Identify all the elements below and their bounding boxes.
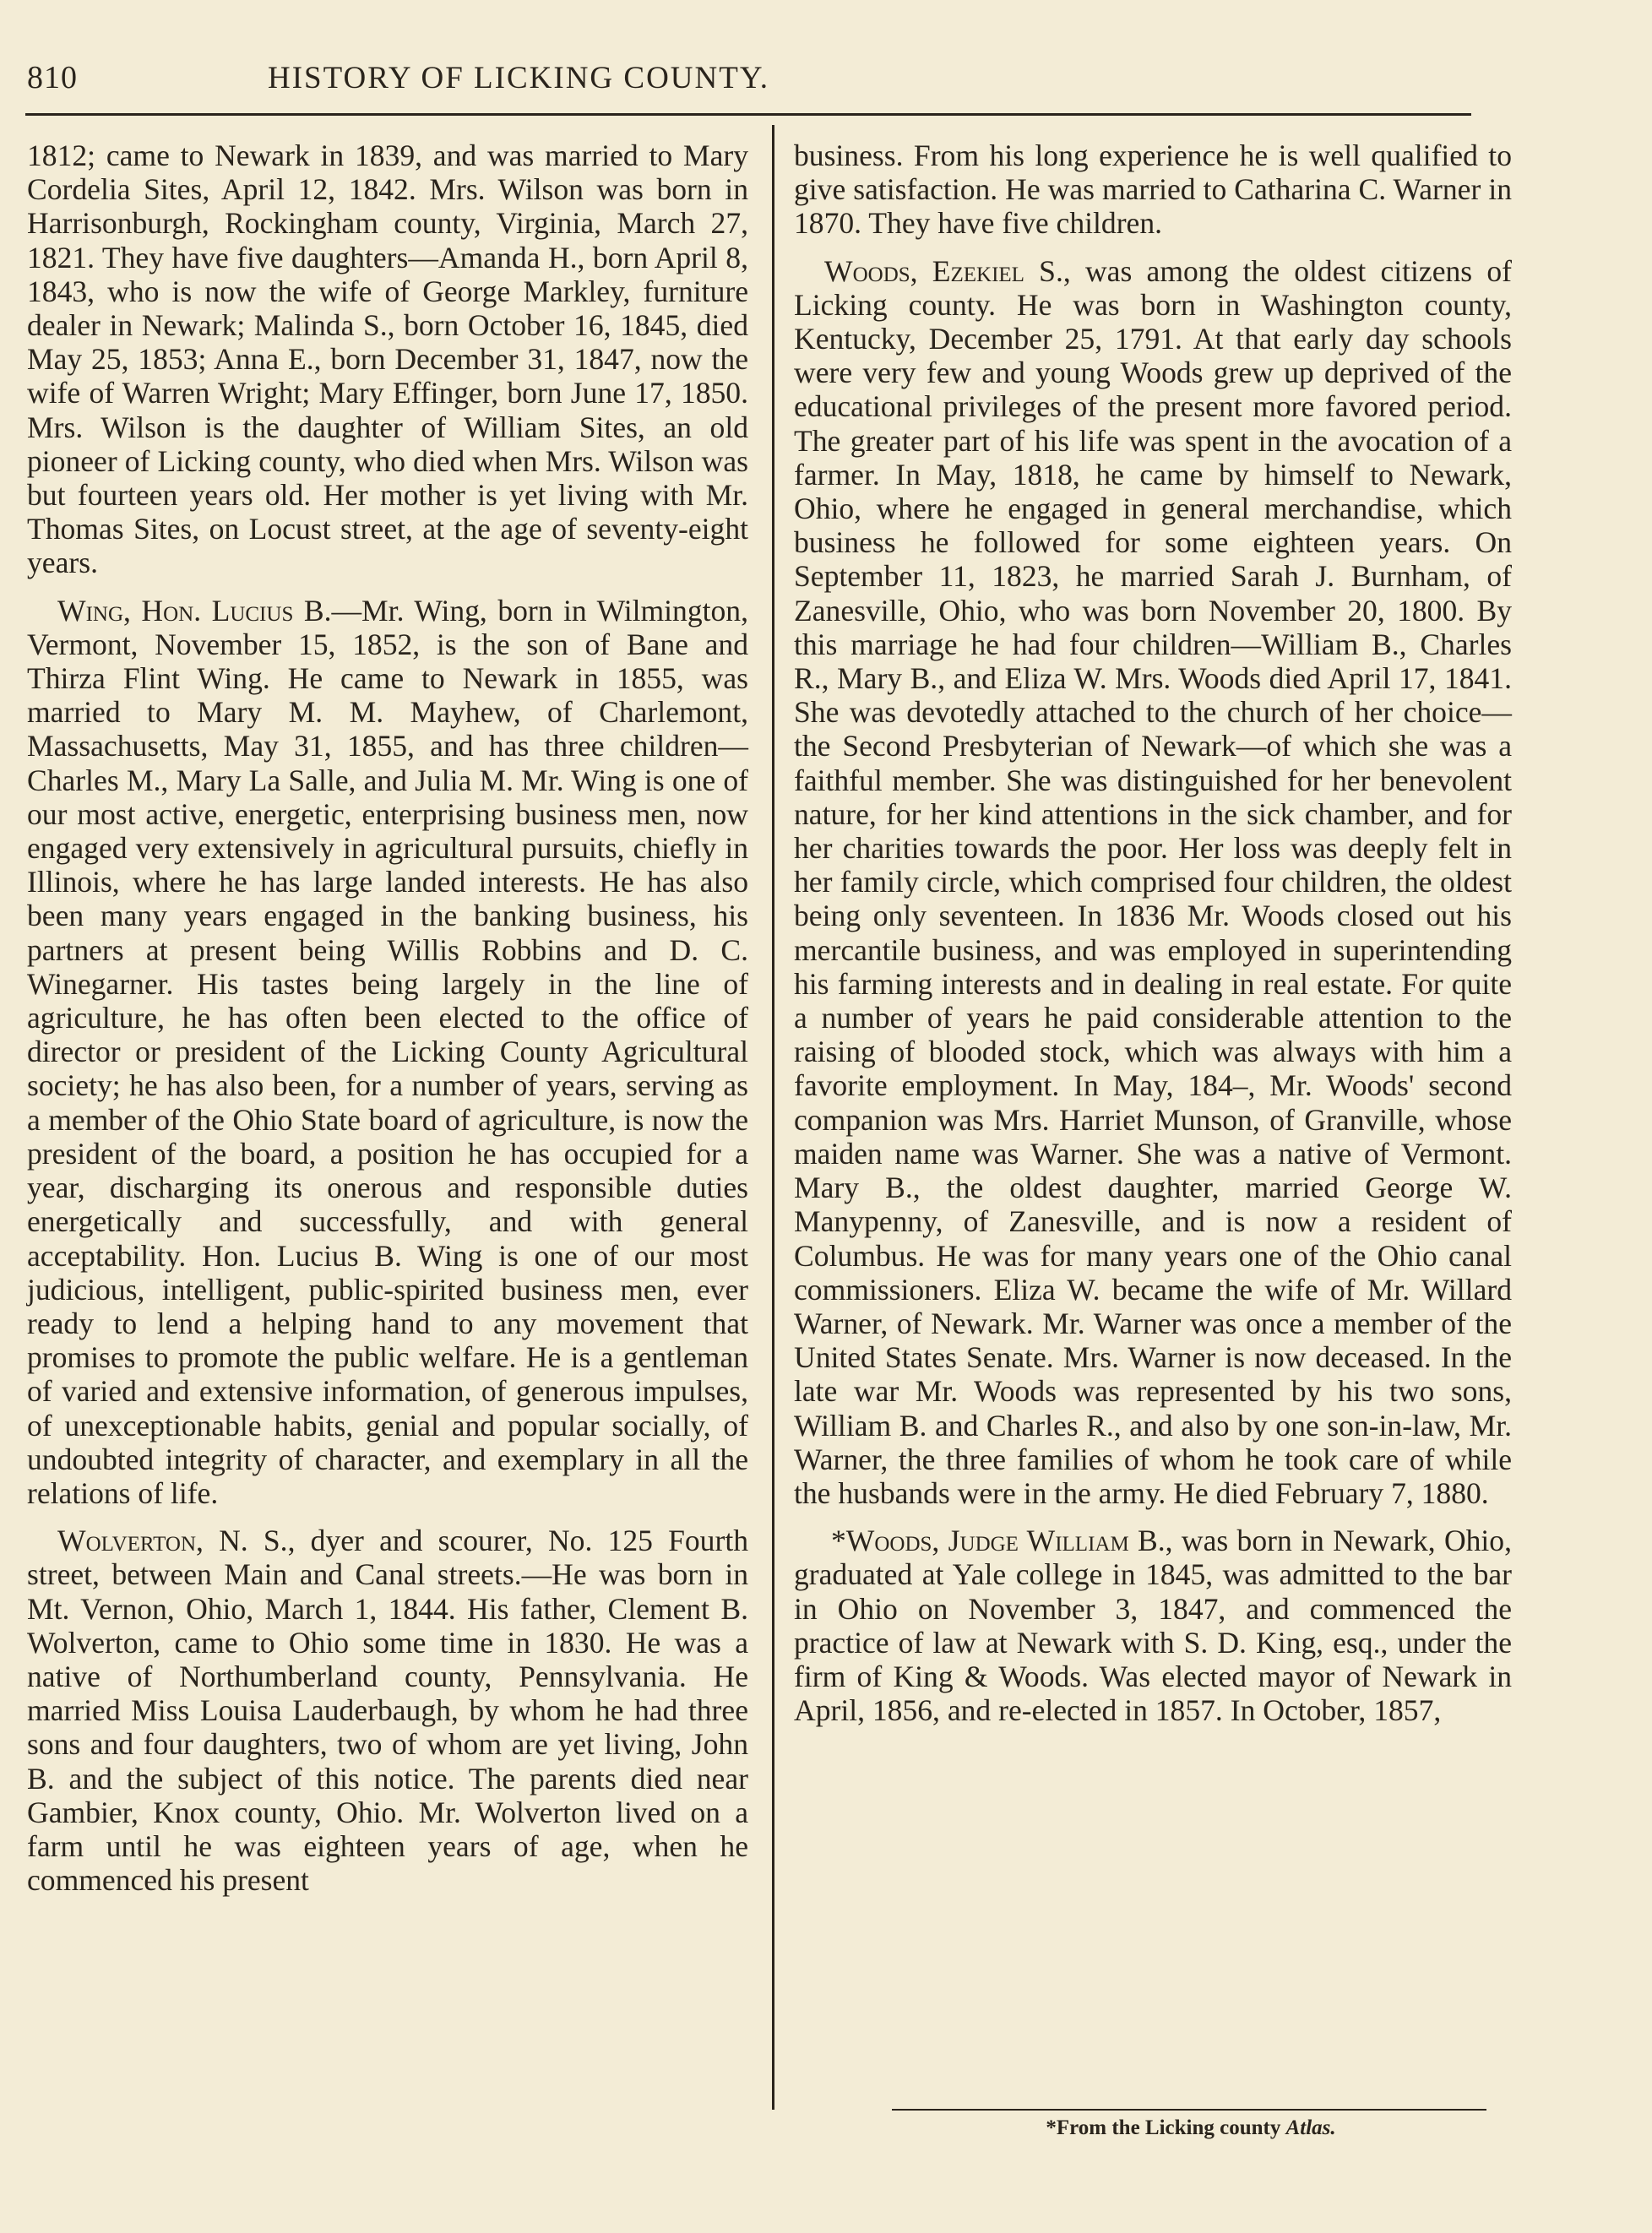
right-column bbox=[794, 139, 1512, 1741]
entry-name: Wing, Hon. Lucius B. bbox=[57, 593, 332, 628]
paragraph-continuation: business. From his long experience he is well qualified to give satisfaction. He was married to Catharina C. Warner in 1870. They have five children. bbox=[794, 139, 1512, 241]
entry-name: Wolverton, N. S. bbox=[57, 1524, 288, 1558]
entry-wolverton bbox=[27, 1524, 748, 1897]
entry-text: , was born in Newark, Ohio, graduated at Yale college in 1845, was admitted to the bar in Ohio on November 3, 1847, and commenced the practice of law at Newark with S. D. King, esq., under the firm of King & Woods. Was elected mayor of Newark in April, 1856, and re-elected in 1857. In October, 1857, bbox=[794, 1524, 1512, 1728]
header-rule bbox=[25, 113, 1471, 116]
column-divider bbox=[772, 125, 774, 2110]
footnote-italic: Atlas. bbox=[1285, 2116, 1336, 2139]
entry-text: , was among the oldest citizens of Licking county. He was born in Washington county, Kentucky, December 25, 1791. At that early day schools were very few and young Woods grew up deprived of the educational privileges of the present more favored period. The greater part of his life was spent in the avocation of a farmer. In May, 1818, he came by himself to Newark, Ohio, where he engaged in general merchandise, which business he followed for some eighteen years. On September 11, 1823, he married Sarah J. Burnham, of Zanesville, Ohio, who was born November 20, 1800. By this marriage he had four children—William B., Charles R., Mary B., and Eliza W. Mrs. Woods died April 17, 1841. She was devotedly attached to the church of her choice—the Second Presbyterian of Newark—of which she was a faithful member. She was distinguished for her benevolent nature, for her kind attentions in the sick chamber, and for her charities towards the poor. Her loss was deeply felt in her family circle, which comprised four children, the oldest being only seventeen. In 1836 Mr. Woods closed out his mercantile business, and was employed in superintending his farming interests and in dealing in real estate. For quite a number of years he paid considerable attention to the raising of blooded stock, which was always with him a favorite employment. In May, 184–, Mr. Woods' second companion was Mrs. Harriet Munson, of Granville, whose maiden name was Warner. She was a native of Vermont. Mary B., the oldest daughter, married George W. Manypenny, of Zanesville, and is now a resident of Columbus. He was for many years one of the Ohio canal commissioners. Eliza W. became the wife of Mr. Willard Warner, of Newark. Mr. Warner was once a member of the United States Senate. Mrs. Warner is now deceased. In the late war Mr. Woods was represented by his two sons, William B. and Charles R., and also by one son-in-law, Mr. Warner, the three families of whom he took care of while the husbands were in the army. He died February 7, 1880. bbox=[794, 253, 1512, 1510]
entry-name: *Woods, Judge William B. bbox=[831, 1524, 1166, 1558]
footnote-text: *From the Licking county bbox=[1046, 2116, 1286, 2139]
entry-woods-william bbox=[794, 1524, 1512, 1727]
entry-name: Woods, Ezekiel S. bbox=[824, 253, 1063, 288]
footnote bbox=[895, 2116, 1486, 2140]
page-header bbox=[27, 59, 1505, 96]
entry-text: —Mr. Wing, born in Wilmington, Vermont, November 15, 1852, is the son of Bane and Thirza Flint Wing. He came to Newark in 1855, was married to Mary M. M. Mayhew, of Charlemont, Massachusetts, May 31, 1855, and has three children—Charles M., Mary La Salle, and Julia M. Mr. Wing is one of our most active, energetic, enterprising business men, now engaged very extensively in agricultural pursuits, chiefly in Illinois, where he has large landed interests. He has also been many years engaged in the banking business, his partners at present being Willis Robbins and D. C. Winegarner. His tastes being largely in the line of agriculture, he has often been elected to the office of director or president of the Licking County Agricultural society; he has also been, for a number of years, serving as a member of the Ohio State board of agriculture, is now the president of the board, a position he has occupied for a year, discharging its onerous and responsible duties energetically and successfully, and with general acceptability. Hon. Lucius B. Wing is one of our most judicious, intelligent, public-spirited business men, ever ready to lend a helping hand to any movement that promises to promote the public welfare. He is a gentleman of varied and extensive information, of generous impulses, of unexceptionable habits, genial and popular socially, of undoubted integrity of character, and exemplary in all the relations of life. bbox=[27, 593, 748, 1510]
entry-woods-ezekiel bbox=[794, 254, 1512, 1511]
footnote-rule bbox=[892, 2109, 1486, 2111]
page-number: 810 bbox=[27, 60, 78, 95]
paragraph-continuation: 1812; came to Newark in 1839, and was married to Mary Cordelia Sites, April 12, 1842. Mrs. Wilson was born in Harrisonburgh, Rockingham county, Virginia, March 27, 1821. They have five daughters—Amanda H., born April 8, 1843, who is now the wife of George Markley, furniture dealer in Newark; Malinda S., born October 16, 1845, died May 25, 1853; Anna E., born December 31, 1847, now the wife of Warren Wright; Mary Effinger, born June 17, 1850. Mrs. Wilson is the daughter of William Sites, an old pioneer of Licking county, who died when Mrs. Wilson was but fourteen years old. Her mother is yet living with Mr. Thomas Sites, on Locust street, at the age of seventy-eight years. bbox=[27, 139, 748, 580]
running-title: HISTORY OF LICKING COUNTY. bbox=[268, 61, 770, 95]
entry-wing bbox=[27, 594, 748, 1510]
entry-text: , dyer and scourer, No. 125 Fourth street, between Main and Canal streets.—He was born in Mt. Vernon, Ohio, March 1, 1844. His father, Clement B. Wolverton, came to Ohio some time in 1830. He was a native of Northumberland county, Pennsylvania. He married Miss Louisa Lauderbaugh, by whom he had three sons and four daughters, two of whom are yet living, John B. and the subject of this notice. The parents died near Gambier, Knox county, Ohio. Mr. Wolverton lived on a farm until he was eighteen years of age, when he commenced his present bbox=[27, 1524, 748, 1898]
left-column bbox=[27, 139, 748, 1910]
